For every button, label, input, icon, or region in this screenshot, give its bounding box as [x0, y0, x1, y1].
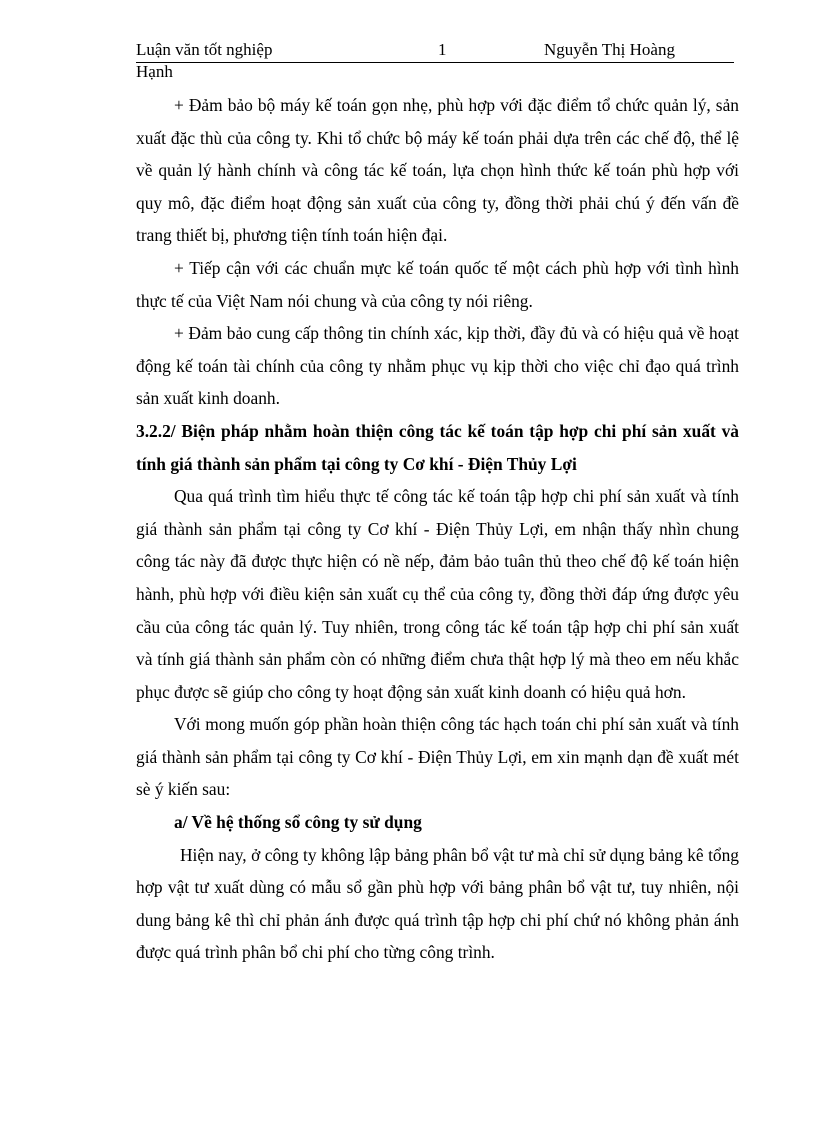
section-heading: 3.2.2/ Biện pháp nhằm hoàn thiện công tác kế toán tập hợp chi phí sản xuất và tính giá thành sản phẩm tại công ty Cơ khí - Điện Thủy Lợi [136, 420, 739, 474]
paragraph: Hiện nay, ở công ty không lập bảng phân bổ vật tư mà chỉ sử dụng bảng kê tổng hợp vật tư xuất dùng có mẫu sổ gần phù hợp với bảng phân bổ vật tư, tuy nhiên, nội dung bảng kê thì chỉ phản ánh được quá trình tập hợp chi phí chứ nó không phản ánh được quá trình phân bổ chi phí cho từng công trình. [136, 844, 739, 963]
subsection-heading: a/ Về hệ thống sổ công ty sử dụng [174, 812, 422, 833]
paragraph: + Tiếp cận với các chuẩn mực kế toán quốc tế một cách phù hợp với tình hình thực tế của Việt Nam nói chung và của công ty nói riêng. [136, 257, 739, 311]
document-body [136, 89, 739, 969]
paragraph: + Đảm bảo bộ máy kế toán gọn nhẹ, phù hợp với đặc điểm tổ chức quản lý, sản xuất đặc thù của công ty. Khi tổ chức bộ máy kế toán phải dựa trên các chế độ, thể lệ về quản lý hành chính và công tác kế toán, lựa chọn hình thức kế toán phù hợp với quy mô, đặc điểm hoạt động sản xuất của công ty, đồng thời phải chú ý đến vấn đề trang thiết bị, phương tiện tính toán hiện đại. [136, 95, 739, 246]
header-title: Luận văn tốt nghiệp [136, 40, 273, 59]
page-header [136, 38, 734, 63]
header-author: Nguyễn Thị Hoàng [544, 40, 675, 59]
paragraph: Qua quá trình tìm hiểu thực tế công tác kế toán tập hợp chi phí sản xuất và tính giá thành sản phẩm tại công ty Cơ khí - Điện Thủy Lợi, em nhận thấy nhìn chung công tác này đã được thực hiện có nề nếp, đảm bảo tuân thủ theo chế độ kế toán hiện hành, phù hợp với điều kiện sản xuất cụ thể của công ty, đồng thời đáp ứng được yêu cầu của công tác quản lý. Tuy nhiên, trong công tác kế toán tập hợp chi phí sản xuất và tính giá thành sản phẩm còn có những điểm chưa thật hợp lý mà theo em nếu khắc phục được sẽ giúp cho công ty hoạt động sản xuất kinh doanh có hiệu quả hơn. [136, 486, 739, 702]
header-author-continuation: Hạnh [136, 62, 173, 81]
paragraph: Với mong muốn góp phần hoàn thiện công tác hạch toán chi phí sản xuất và tính giá thành sản phẩm tại công ty Cơ khí - Điện Thủy Lợi, em xin mạnh dạn đề xuất mét sè ý kiến sau: [136, 714, 739, 800]
paragraph: + Đảm bảo cung cấp thông tin chính xác, kịp thời, đầy đủ và có hiệu quả về hoạt động kế toán tài chính của công ty nhằm phục vụ kịp thời cho việc chỉ đạo quá trình sản xuất kinh doanh. [136, 323, 739, 409]
page-number: 1 [438, 40, 447, 59]
